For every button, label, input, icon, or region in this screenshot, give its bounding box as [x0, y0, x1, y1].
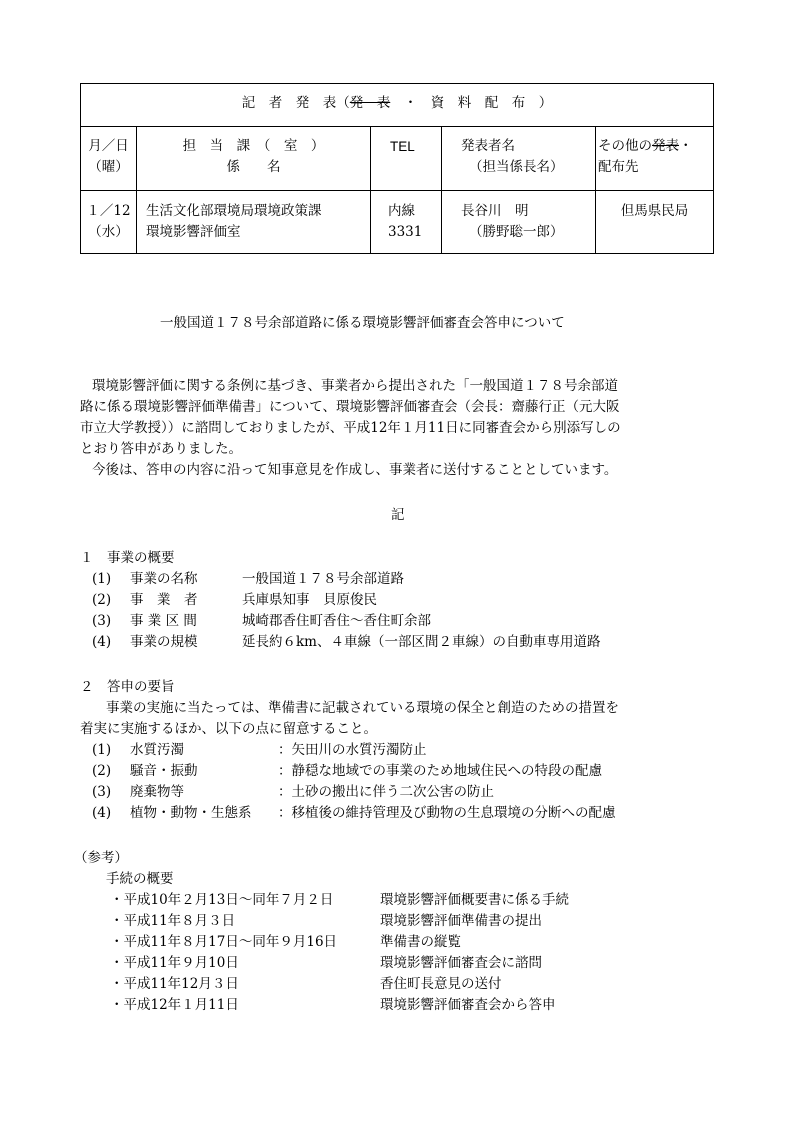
procedure-date: ・平成11年８月３日 — [110, 913, 236, 929]
item-label: 水質汚濁 — [130, 742, 184, 758]
intro-line: とおり答申がありました。 — [80, 441, 242, 457]
table-divider — [595, 127, 596, 253]
item-value: ：土砂の搬出に伴う二次公害の防止 — [278, 784, 494, 800]
procedure-event: 香住町長意見の送付 — [380, 976, 502, 992]
section-lead: 着実に実施するほか、以下の点に留意すること。 — [80, 721, 377, 737]
item-label: 事 業 者 — [130, 592, 198, 608]
reference-heading: （参考） — [74, 850, 128, 866]
intro-line: 路に係る環境影響評価準備書」について、環境影響評価審査会（会長：齋藤行正（元大阪 — [80, 399, 620, 415]
item-label: 事業の名称 — [130, 571, 198, 587]
procedure-event: 準備書の縦覧 — [380, 934, 461, 950]
item-value: ：矢田川の水質汚濁防止 — [278, 742, 427, 758]
item-value: 一般国道１７８号余部道路 — [242, 571, 404, 587]
row-date: １／12 （水） — [86, 203, 131, 240]
item-number: (2) — [92, 763, 112, 779]
header-presenter: 発表者名 （担当係長名） — [461, 138, 564, 175]
table-divider — [370, 127, 371, 253]
header-department: 担 当 課 （ 室 ） 係 名 — [182, 138, 325, 175]
item-label: 騒音・振動 — [130, 763, 198, 779]
item-label: 事 業 区 間 — [130, 613, 197, 629]
reference-subheading: 手続の概要 — [106, 871, 174, 887]
procedure-date: ・平成11年９月10日 — [110, 955, 239, 971]
procedure-event: 環境影響評価概要書に係る手続 — [380, 892, 569, 908]
procedure-event: 環境影響評価審査会に諮問 — [380, 955, 542, 971]
procedure-date: ・平成10年２月13日～同年７月２日 — [110, 892, 334, 908]
table-divider — [441, 127, 442, 253]
procedure-date: ・平成11年８月17日～同年９月16日 — [110, 934, 338, 950]
header-other-recipients: その他の発表・ 配布先 — [598, 138, 693, 175]
row-tel: 内線 3331 — [388, 203, 423, 240]
procedure-date: ・平成12年１月11日 — [110, 997, 239, 1013]
item-value: ：移植後の維持管理及び動物の生息環境の分断への配慮 — [278, 805, 616, 821]
procedure-date: ・平成11年12月３日 — [110, 976, 239, 992]
item-number: (1) — [92, 571, 112, 587]
item-value: 延長約６km、４車線（一部区間２車線）の自動車専用道路 — [242, 634, 601, 650]
row-other-recipients: 但馬県民局 — [620, 203, 689, 219]
press-release-table — [80, 83, 714, 254]
table-divider — [81, 126, 713, 127]
section-heading: ２ 答申の要旨 — [80, 679, 175, 695]
procedure-event: 環境影響評価審査会から答申 — [380, 997, 556, 1013]
intro-line: 環境影響評価に関する条例に基づき、事業者から提出された「一般国道１７８号余部道 — [92, 378, 618, 394]
header-tel: TEL — [390, 139, 415, 154]
item-number: (3) — [92, 784, 112, 800]
table-divider — [81, 190, 713, 191]
item-value: 兵庫県知事 貝原俊民 — [242, 592, 377, 608]
item-label: 事業の規模 — [130, 634, 198, 650]
section-heading: １ 事業の概要 — [80, 550, 175, 566]
procedure-event: 環境影響評価準備書の提出 — [380, 913, 542, 929]
item-value: ：静穏な地域での事業のため地域住民への特段の配慮 — [278, 763, 602, 779]
intro-line: 今後は、答申の内容に沿って知事意見を作成し、事業者に送付することとしています。 — [92, 462, 618, 478]
item-number: (2) — [92, 592, 112, 608]
ki-marker: 記 — [391, 507, 405, 523]
row-department: 生活文化部環境局環境政策課 環境影響評価室 — [146, 203, 322, 240]
section-lead: 事業の実施に当たっては、準備書に記載されている環境の保全と創造のための措置を — [106, 700, 619, 716]
item-number: (4) — [92, 805, 112, 821]
row-presenter: 長谷川 明 （勝野聡一郎） — [461, 203, 564, 240]
item-number: (4) — [92, 634, 112, 650]
table-title: 記 者 発 表（発 表 ・ 資 料 配 布 ） — [241, 95, 553, 111]
item-value: 城崎郡香住町香住～香住町余部 — [242, 613, 431, 629]
header-date: 月／日 （曜） — [88, 138, 129, 175]
item-number: (3) — [92, 613, 112, 629]
item-label: 廃棄物等 — [130, 784, 184, 800]
item-number: (1) — [92, 742, 112, 758]
document-title: 一般国道１７８号余部道路に係る環境影響評価審査会答申について — [160, 315, 565, 331]
intro-line: 市立大学教授））に諮問しておりましたが、平成12年１月11日に同審査会から別添写しの — [80, 420, 621, 436]
item-label: 植物・動物・生態系 — [130, 805, 252, 821]
